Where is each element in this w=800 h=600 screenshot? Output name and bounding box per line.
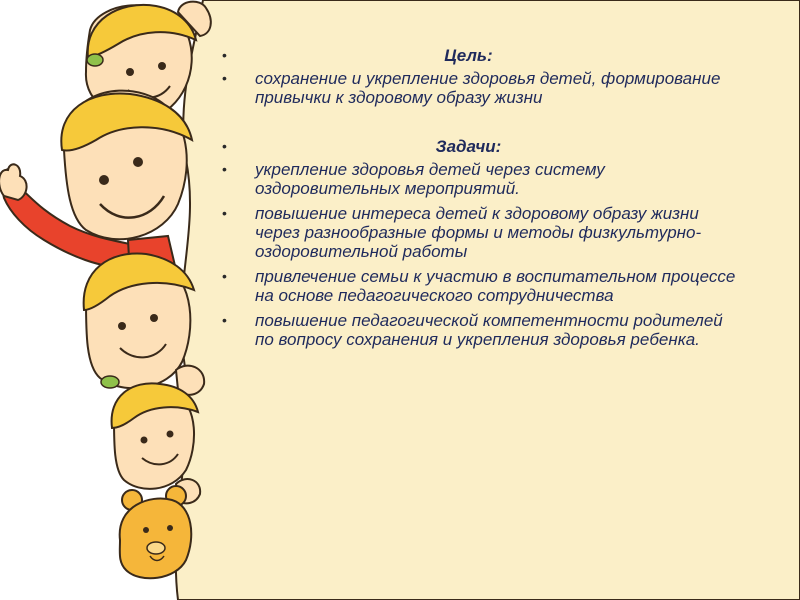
task-item xyxy=(222,204,742,261)
task-item xyxy=(222,160,742,198)
task-item xyxy=(222,311,742,349)
goal-text-row xyxy=(222,69,742,107)
tasks-heading: Задачи: xyxy=(435,137,502,156)
task-item-text: повышение педагогической компетентности родителей по вопросу сохранения и укрепления здоровья ребенка. xyxy=(255,311,723,349)
task-item xyxy=(222,267,742,305)
tasks-heading-row xyxy=(222,137,742,156)
boy-waving xyxy=(0,91,192,276)
bullet-icon: • xyxy=(222,312,227,328)
girl-lower xyxy=(112,383,201,503)
task-item-text: повышение интереса детей к здоровому образу жизни через разнообразные формы и методы физкультурно- оздоровительной работы xyxy=(255,204,702,261)
bullet-icon: • xyxy=(222,205,227,221)
goal-heading-row xyxy=(222,46,742,65)
bullet-icon: • xyxy=(222,268,227,284)
teddy-bear xyxy=(120,486,192,578)
goal-heading: Цель: xyxy=(444,46,493,65)
text-content xyxy=(222,46,742,349)
task-item-text: привлечение семьи к участию в воспитательном процессе на основе педагогического сотрудничества xyxy=(255,267,736,305)
bullet-icon: • xyxy=(222,138,227,154)
girl-middle xyxy=(84,253,205,394)
bullet-icon: • xyxy=(222,70,227,86)
task-item-text: укрепление здоровья детей через систему оздоровительных мероприятий. xyxy=(255,160,605,198)
bullet-icon: • xyxy=(222,47,227,63)
bullet-icon: • xyxy=(222,161,227,177)
goal-text: сохранение и укрепление здоровья детей, формирование привычки к здоровому образу жизни xyxy=(255,69,721,107)
